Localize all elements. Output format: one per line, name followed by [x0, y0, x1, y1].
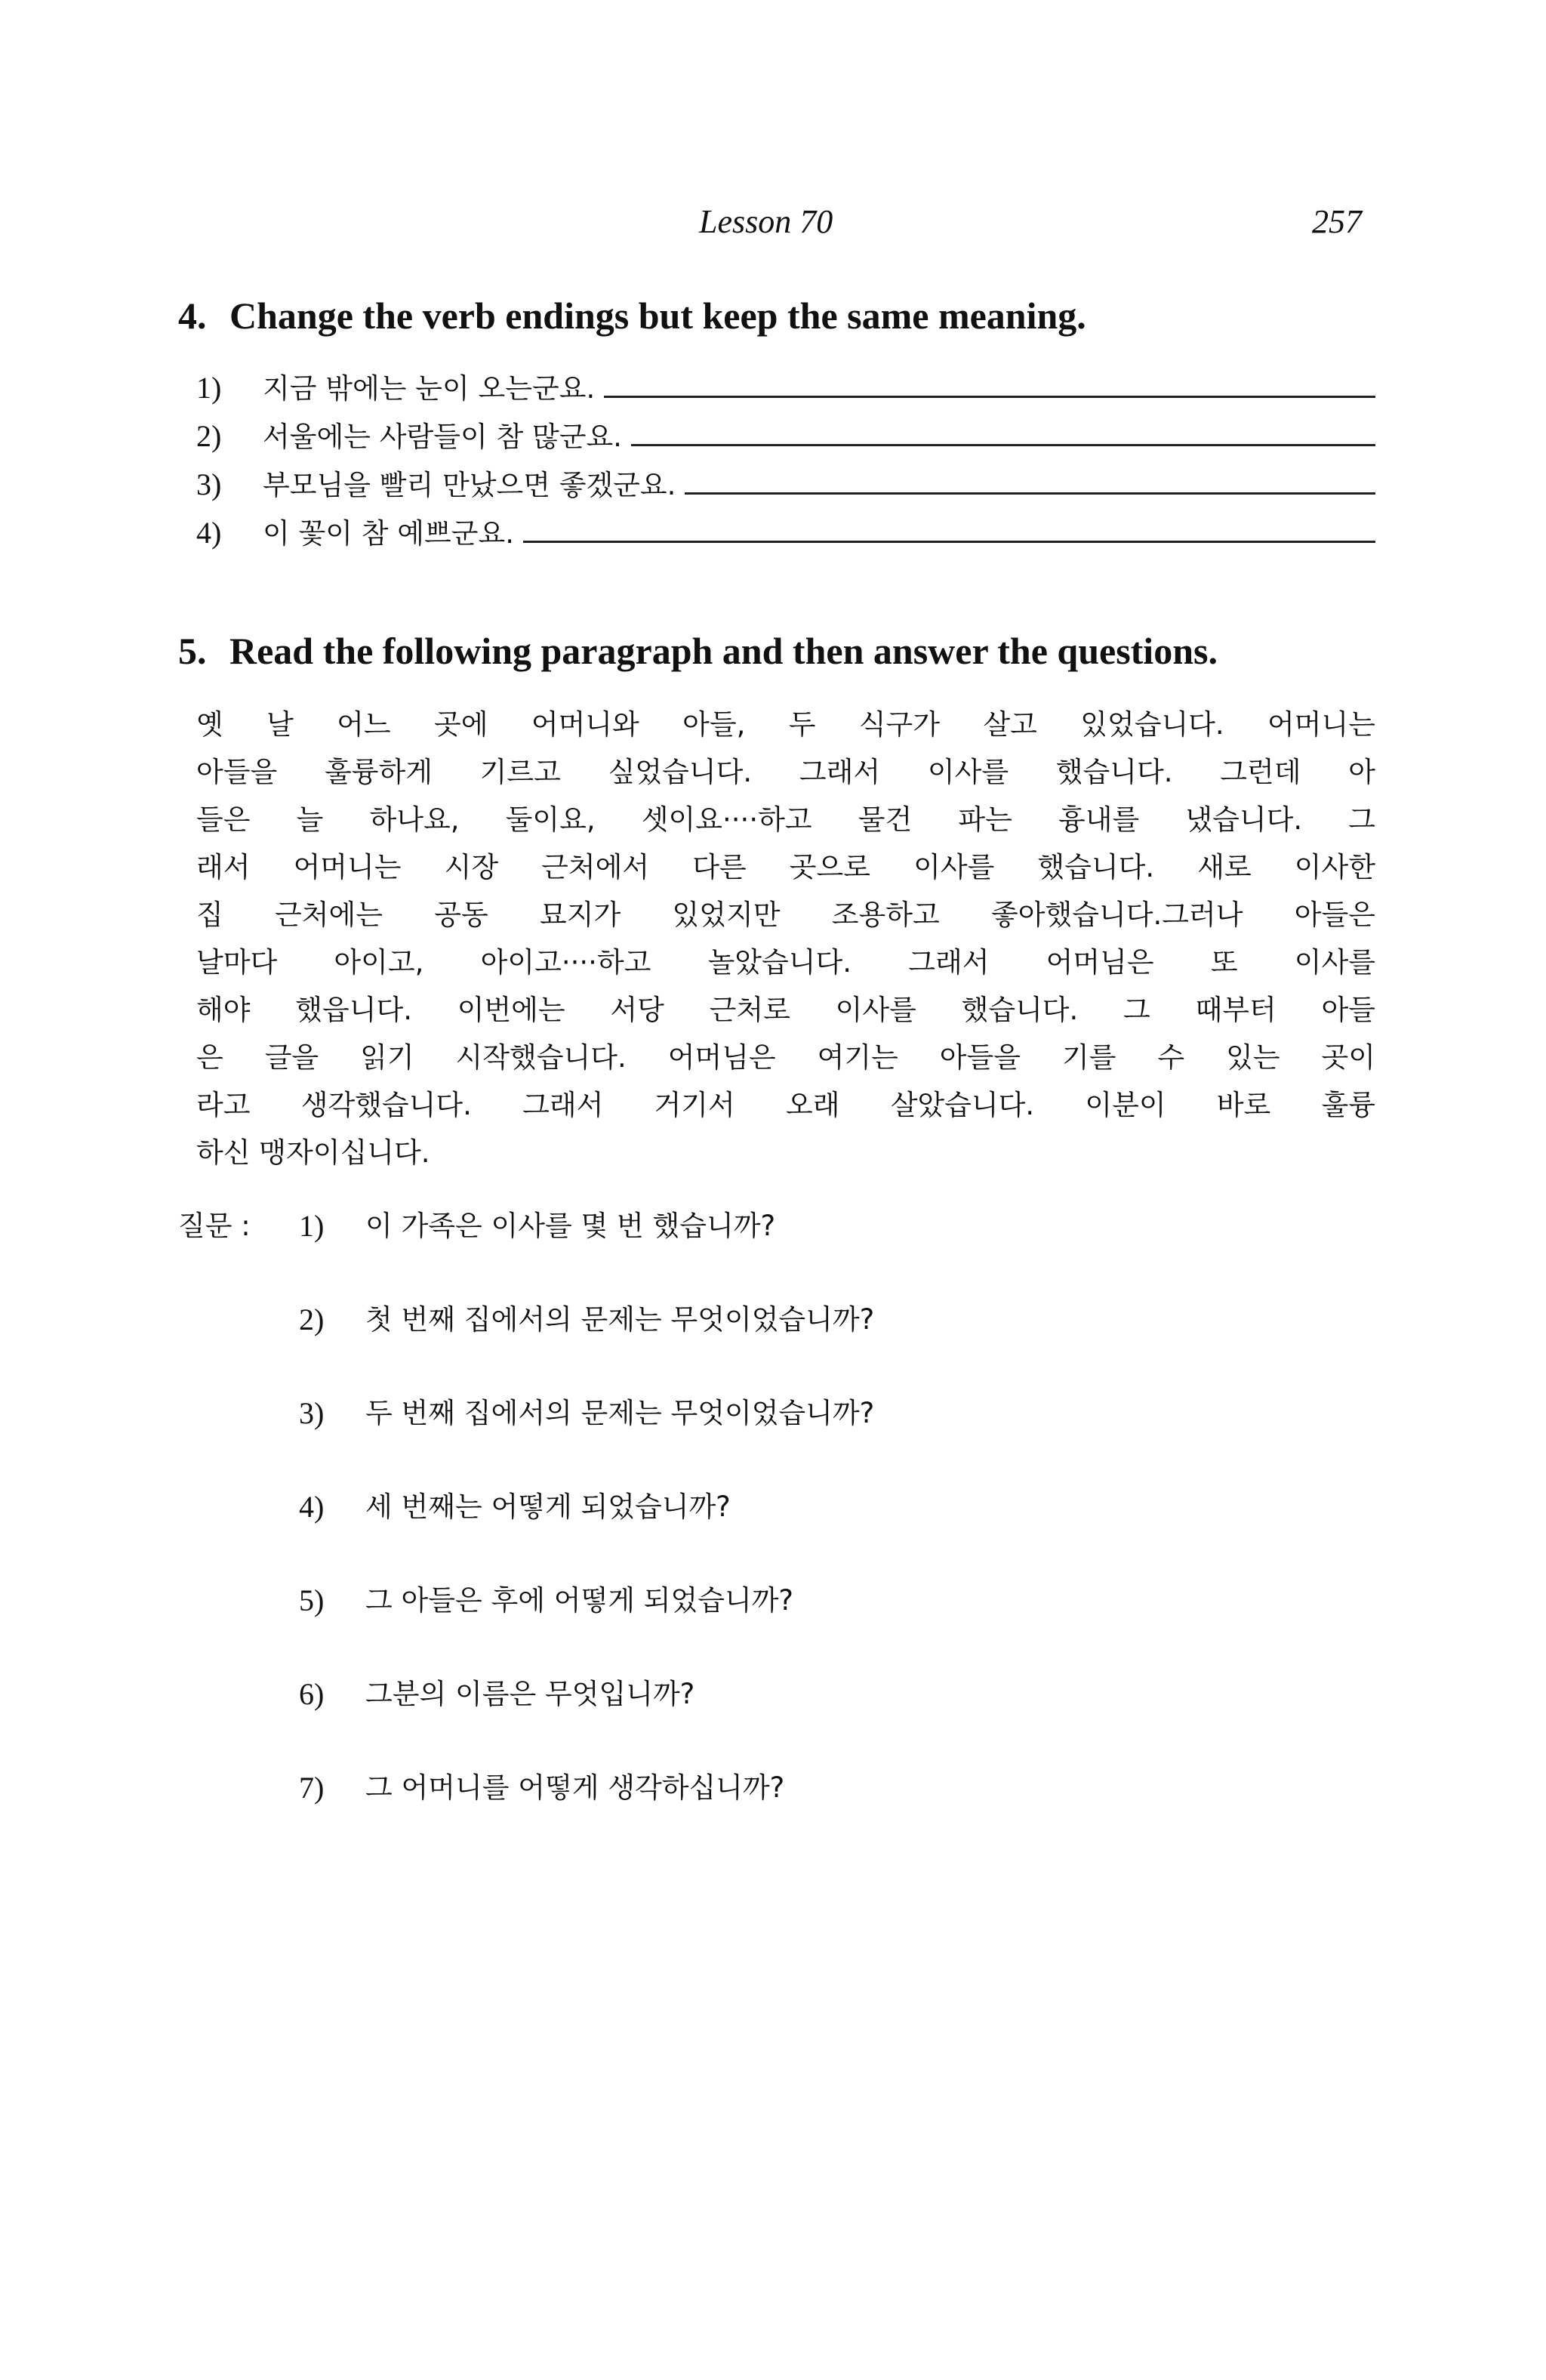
- item-number: 3): [196, 467, 222, 501]
- reading-paragraph: [196, 701, 1375, 1176]
- question-number: 2): [299, 1303, 325, 1336]
- paragraph-line: 아들을 훌륭하게 기르고 싶었습니다. 그래서 이사를 했습니다. 그런데 아: [196, 756, 1375, 788]
- paragraph-line: 집 근처에는 공동 묘지가 있었지만 조용하고 좋아했습니다.그러나 아들은: [196, 899, 1375, 931]
- item-sentence: 부모님을 빨리 만났으면 좋겠군요.: [263, 469, 676, 501]
- paragraph-line: 래서 어머니는 시장 근처에서 다른 곳으로 이사를 했습니다. 새로 이사한: [196, 851, 1375, 883]
- section-5-heading: [178, 627, 1375, 675]
- question-number: 6): [299, 1677, 325, 1711]
- question-text: 이 가족은 이사를 몇 번 했습니까?: [365, 1210, 776, 1242]
- question-item: [178, 1299, 1375, 1392]
- paragraph-line: 해야 했읍니다. 이번에는 서당 근처로 이사를 했습니다. 그 때부터 아들: [196, 994, 1375, 1026]
- section-number: 5.: [178, 630, 207, 672]
- item-sentence: 이 꽃이 참 예쁘군요.: [263, 517, 514, 550]
- question-item: [178, 1767, 1375, 1861]
- page-number: 257: [1312, 203, 1362, 240]
- paragraph-line: 은 글을 읽기 시작했습니다. 어머님은 여기는 아들을 기를 수 있는 곳이: [196, 1041, 1375, 1074]
- item-number: 1): [196, 371, 222, 405]
- question-label: 질문 :: [178, 1210, 251, 1242]
- answer-blank: [685, 470, 1375, 495]
- paragraph-line: 옛 날 어느 곳에 어머니와 아들, 두 식구가 살고 있었습니다. 어머니는: [196, 708, 1375, 741]
- question-text: 두 번째 집에서의 문제는 무엇이었습니까?: [365, 1397, 875, 1429]
- question-item: [178, 1486, 1375, 1580]
- exercise-list: [196, 365, 1375, 559]
- item-number: 4): [196, 516, 222, 550]
- question-text: 세 번째는 어떻게 되었습니까?: [365, 1491, 731, 1523]
- paragraph-line: 라고 생각했습니다. 그래서 거기서 오래 살았습니다. 이분이 바로 훌륭: [196, 1089, 1375, 1121]
- question-item: [178, 1673, 1375, 1767]
- question-text: 첫 번째 집에서의 문제는 무엇이었습니까?: [365, 1303, 875, 1336]
- exercise-item: [196, 414, 1375, 462]
- answer-blank: [631, 421, 1375, 446]
- item-number: 2): [196, 419, 222, 453]
- item-sentence: 서울에는 사람들이 참 많군요.: [263, 421, 622, 453]
- answer-blank: [523, 518, 1375, 543]
- question-text: 그분의 이름은 무엇입니까?: [365, 1678, 695, 1710]
- section-title: Change the verb endings but keep the same meaning.: [229, 294, 1086, 337]
- question-text: 그 아들은 후에 어떻게 되었습니까?: [365, 1584, 794, 1617]
- question-item: [178, 1205, 1375, 1299]
- page-header: [0, 199, 1546, 245]
- question-number: 3): [299, 1396, 325, 1430]
- question-text: 그 어머니를 어떻게 생각하십니까?: [365, 1771, 785, 1804]
- exercise-section-4: [178, 291, 1375, 593]
- exercise-section-5: [178, 627, 1375, 1185]
- paragraph-line: 들은 늘 하나요, 둘이요, 셋이요····하고 물건 파는 흉내를 냈습니다. 그: [196, 803, 1375, 836]
- question-number: 1): [299, 1209, 325, 1243]
- paragraph-line: 하신 맹자이십니다.: [196, 1136, 430, 1169]
- answer-blank: [604, 373, 1375, 398]
- question-list: [178, 1205, 1375, 1861]
- question-item: [178, 1580, 1375, 1673]
- question-item: [178, 1392, 1375, 1486]
- item-sentence: 지금 밖에는 눈이 오는군요.: [263, 372, 596, 405]
- section-4-heading: [178, 291, 1375, 340]
- section-title: Read the following paragraph and then answer the questions.: [229, 630, 1218, 672]
- lesson-title: Lesson 70: [699, 203, 833, 240]
- section-number: 4.: [178, 294, 207, 337]
- exercise-item: [196, 510, 1375, 559]
- question-number: 4): [299, 1490, 325, 1524]
- paragraph-line: 날마다 아이고, 아이고····하고 놀았습니다. 그래서 어머님은 또 이사를: [196, 946, 1375, 979]
- exercise-item: [196, 462, 1375, 510]
- exercise-item: [196, 365, 1375, 414]
- question-number: 7): [299, 1771, 325, 1805]
- question-number: 5): [299, 1583, 325, 1617]
